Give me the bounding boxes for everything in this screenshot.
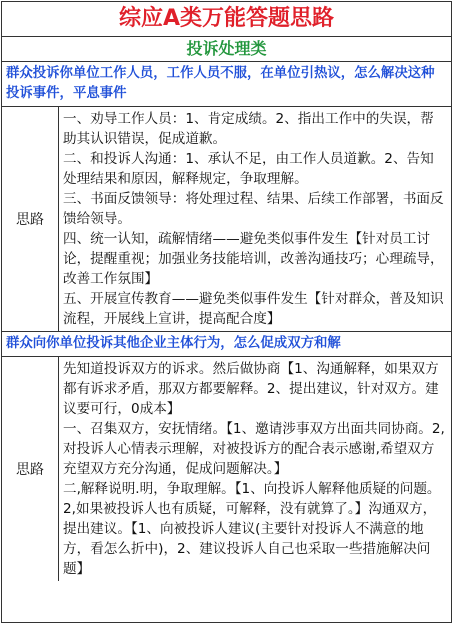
answer-paragraph: 二、和投诉人沟通：1、承认不足，由工作人员道歉。2、告知处理结果和原因，解释规定，争取理解。 bbox=[63, 151, 434, 187]
answer-paragraph: 一、劝导工作人员：1、肯定成绩。2、指出工作中的失误，帮助其认识错误，促成道歉。 bbox=[63, 111, 434, 147]
answer-row-1 bbox=[2, 107, 451, 332]
category-heading: 投诉处理类 bbox=[2, 37, 451, 62]
row-label: 思路 bbox=[2, 107, 59, 331]
answer-paragraph: 五、开展宣传教育——避免类似事件发生【针对群众，普及知识流程，开展线上宣讲，提高配合度】 bbox=[63, 291, 444, 327]
page-title: 综应A类万能答题思路 bbox=[2, 2, 451, 37]
row-label: 思路 bbox=[2, 357, 59, 581]
answer-content-1 bbox=[59, 107, 451, 331]
answer-paragraph: 三、书面反馈领导：将处理过程、结果、后续工作部署，书面反馈给领导。 bbox=[63, 191, 444, 227]
answer-content-2 bbox=[59, 357, 451, 581]
answer-paragraph: 先知道投诉双方的诉求。然后做协商【1、沟通解释，如果双方都有诉求矛盾，那双方都要解释。2、提出建议，针对双方。建议要可行，0成本】 bbox=[63, 361, 439, 417]
answer-paragraph: 四、统一认知，疏解情绪——避免类似事件发生【针对员工讨论，提醒重视；加强业务技能培训，改善沟通技巧；心理疏导，改善工作氛围】 bbox=[63, 231, 444, 287]
answer-sheet bbox=[1, 1, 452, 623]
question-2: 群众向你单位投诉其他企业主体行为，怎么促成双方和解 bbox=[2, 332, 451, 357]
question-1: 群众投诉你单位工作人员，工作人员不服，在单位引热议，怎么解决这种投诉事件，平息事件 bbox=[2, 62, 451, 107]
answer-paragraph: 一、召集双方，安抚情绪。【1、邀请涉事双方出面共同协商。2,对投诉人心情表示理解，对被投诉方的配合表示感谢,希望双方充望双方充分沟通，促成问题解决。】 bbox=[63, 421, 445, 477]
answer-row-2 bbox=[2, 357, 451, 581]
answer-paragraph: 二,解释说明.明，争取理解。【1、向投诉人解释他质疑的问题。2,如果被投诉人也有质疑，可解释，没有就算了。】沟通双方，提出建议。【1、向被投诉人建议(主要针对投诉人不满意的地方，看怎么折中)，2、建议投诉人自己也采取一些措施解决问题】 bbox=[63, 481, 441, 577]
